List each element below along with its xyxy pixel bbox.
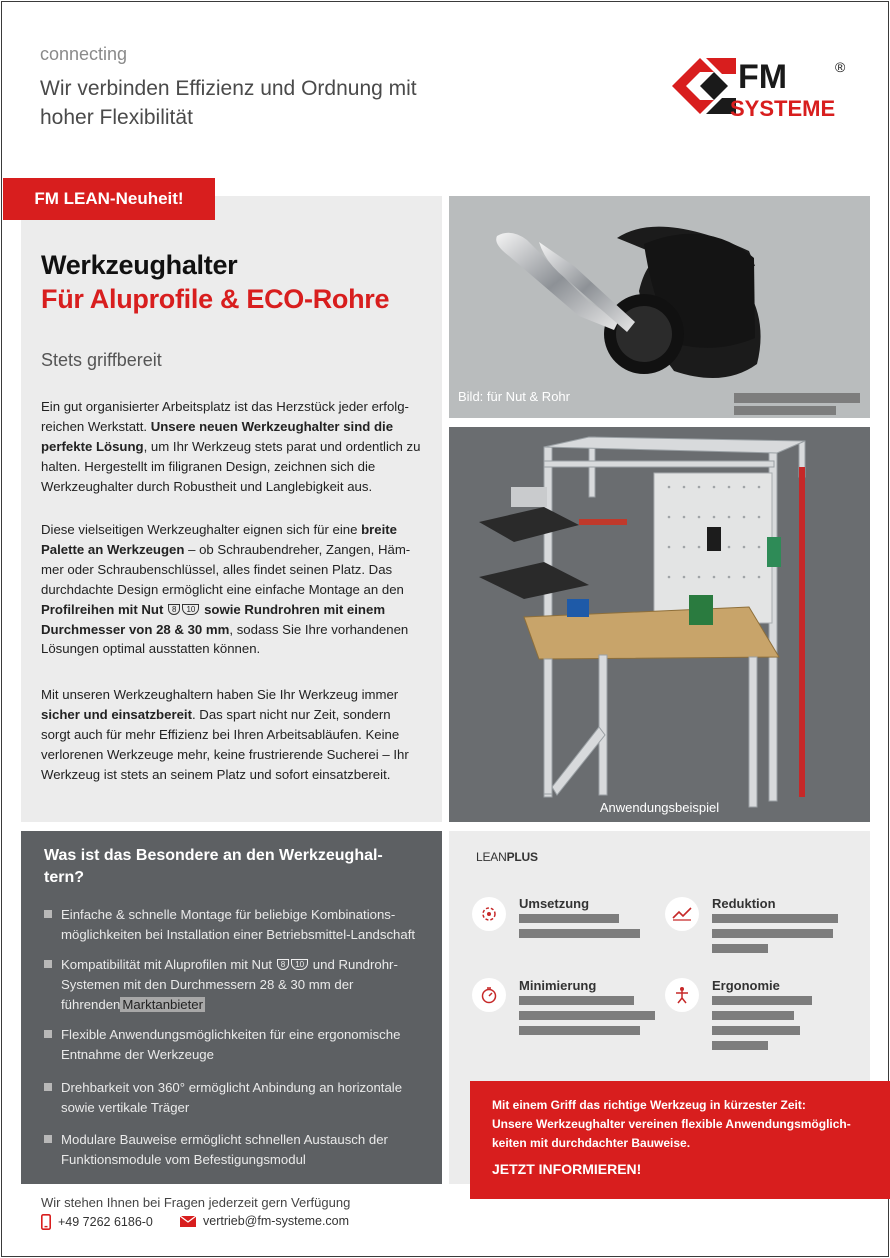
footer-question: Wir stehen Ihnen bei Fragen jederzeit gern Verfügung bbox=[41, 1195, 351, 1210]
timer-icon bbox=[472, 978, 506, 1012]
redacted-text bbox=[712, 914, 838, 923]
product-tagline: Stets griffbereit bbox=[41, 350, 162, 370]
holder-image-caption: Bild: für Nut & Rohr bbox=[458, 389, 570, 404]
highlighted-text: Marktanbieter bbox=[122, 997, 204, 1012]
bullet-square-icon bbox=[44, 1135, 52, 1143]
redacted-text bbox=[712, 1041, 768, 1050]
gear-cycle-icon bbox=[472, 897, 506, 931]
redacted-text bbox=[734, 393, 860, 403]
bullet-square-icon bbox=[44, 1083, 52, 1091]
cta-button[interactable]: JETZT INFORMIEREN! bbox=[492, 1161, 642, 1177]
header-title: Wir verbinden Effizienz und Ordnung mit hoher Flexibilität bbox=[40, 77, 417, 129]
footer-email[interactable]: vertrieb@fm-systeme.com bbox=[180, 1214, 349, 1228]
fm-systeme-logo[interactable] bbox=[670, 46, 855, 126]
leanplus-item-label: Minimierung bbox=[519, 978, 597, 993]
tool-holder-image bbox=[449, 196, 870, 418]
redacted-text bbox=[519, 996, 634, 1005]
leanplus-item-label: Reduktion bbox=[712, 896, 776, 911]
logo-reg: ® bbox=[835, 59, 846, 75]
redacted-text bbox=[734, 406, 836, 415]
reduction-icon bbox=[665, 897, 699, 931]
features-title: Was ist das Besondere an den Werkzeughal-tern? bbox=[44, 847, 383, 886]
redacted-text bbox=[519, 929, 640, 938]
logo-fm: FM bbox=[738, 58, 788, 96]
redacted-text bbox=[712, 996, 812, 1005]
bullet-square-icon bbox=[44, 960, 52, 968]
feature-item: Einfache & schnelle Montage für beliebige Kombinations-möglichkeiten bei Installation einer Betriebsmittel-Landschaft bbox=[44, 905, 434, 945]
versatility-paragraph: Diese vielseitigen Werkzeughalter eignen sich für eine breite Palette an Werkzeugen – ob Schraubendreher, Zangen, Häm-mer oder Schraubenschlüssel, alles findet seinen Platz. Das durchdachte Design ermöglicht eine einfache Montage an den Profilreihen mit Nut 8 10 sowie Rundrohren mit einem Durchmesser von 28 & 30 mm, sodass Sie Ihre vorhandenen Lösungen optimal ausstatten können. bbox=[41, 522, 411, 657]
redacted-text bbox=[712, 944, 768, 953]
feature-item: Modulare Bauweise ermöglicht schnellen Austausch der Funktionsmodule vom Befestigungsmodul bbox=[44, 1130, 434, 1170]
header-kicker: connecting bbox=[40, 44, 128, 64]
redacted-text bbox=[519, 1026, 640, 1035]
intro-paragraph: Ein gut organisierter Arbeitsplatz ist das Herzstück jeder erfolg-reichen Werkstatt. Unsere neuen Werkzeughalter sind die perfekte Lösung, um Ihr Werkzeug stets parat und ordentlich zu halten. Hergestellt im filigranen Design, zeichnen sich die Werkzeughalter durch Robustheit und Langlebigkeit aus. bbox=[41, 399, 421, 494]
mail-icon bbox=[180, 1216, 196, 1227]
benefit-paragraph: Mit unseren Werkzeughaltern haben Sie Ihr Werkzeug immer sicher und einsatzbereit. Das spart nicht nur Zeit, sondern sorgt auch für mehr Effizienz bei Ihren Arbeitsabläufen. Keine verlorenen Werkzeuge mehr, keine frustrierende Sucherei – Ihr Werkzeug ist stets an seinem Platz und sofort einsatzbereit. bbox=[41, 687, 409, 782]
product-subtitle: Für Aluprofile & ECO-Rohre bbox=[41, 284, 390, 314]
feature-item: Drehbarkeit von 360° ermöglicht Anbindung an horizontale sowie vertikale Träger bbox=[44, 1078, 434, 1118]
cta-text: Mit einem Griff das richtige Werkzeug in kürzester Zeit: Unsere Werkzeughalter vereinen flexible Anwendungsmöglich-keiten mit durchdachter Bauweise. bbox=[492, 1098, 851, 1150]
bullet-square-icon bbox=[44, 910, 52, 918]
workbench-image bbox=[449, 427, 870, 822]
redacted-text bbox=[712, 929, 833, 938]
product-title: Werkzeughalter bbox=[41, 250, 238, 280]
ergonomics-person-icon bbox=[665, 978, 699, 1012]
feature-item: Flexible Anwendungsmöglichkeiten für eine ergonomische Entnahme der Werkzeuge bbox=[44, 1025, 434, 1065]
redacted-text bbox=[519, 1011, 655, 1020]
phone-icon bbox=[41, 1214, 51, 1230]
nut-8-icon: 8 bbox=[277, 959, 289, 970]
leanplus-item-label: Ergonomie bbox=[712, 978, 780, 993]
leanplus-logo: LEANPLUS bbox=[476, 850, 538, 864]
feature-item: Kompatibilität mit Aluprofilen mit Nut 8 10 und Rundrohr-Systemen mit den Durchmessern 28 & 30 mm der führenden Marktanbieter bbox=[44, 955, 434, 1015]
workbench-image-caption: Anwendungsbeispiel bbox=[599, 800, 720, 815]
redacted-text bbox=[712, 1011, 794, 1020]
redacted-text bbox=[519, 914, 619, 923]
footer-phone[interactable]: +49 7262 6186-0 bbox=[41, 1214, 153, 1230]
nut-8-icon: 8 bbox=[168, 604, 180, 615]
leanplus-item-label: Umsetzung bbox=[519, 896, 590, 911]
nut-10-icon: 10 bbox=[182, 604, 199, 615]
redacted-text bbox=[712, 1026, 800, 1035]
logo-systeme: SYSTEME bbox=[730, 96, 836, 121]
lean-novelty-badge: FM LEAN-Neuheit! bbox=[3, 178, 215, 220]
nut-10-icon: 10 bbox=[291, 959, 308, 970]
bullet-square-icon bbox=[44, 1030, 52, 1038]
logo-mark-icon bbox=[672, 58, 736, 114]
